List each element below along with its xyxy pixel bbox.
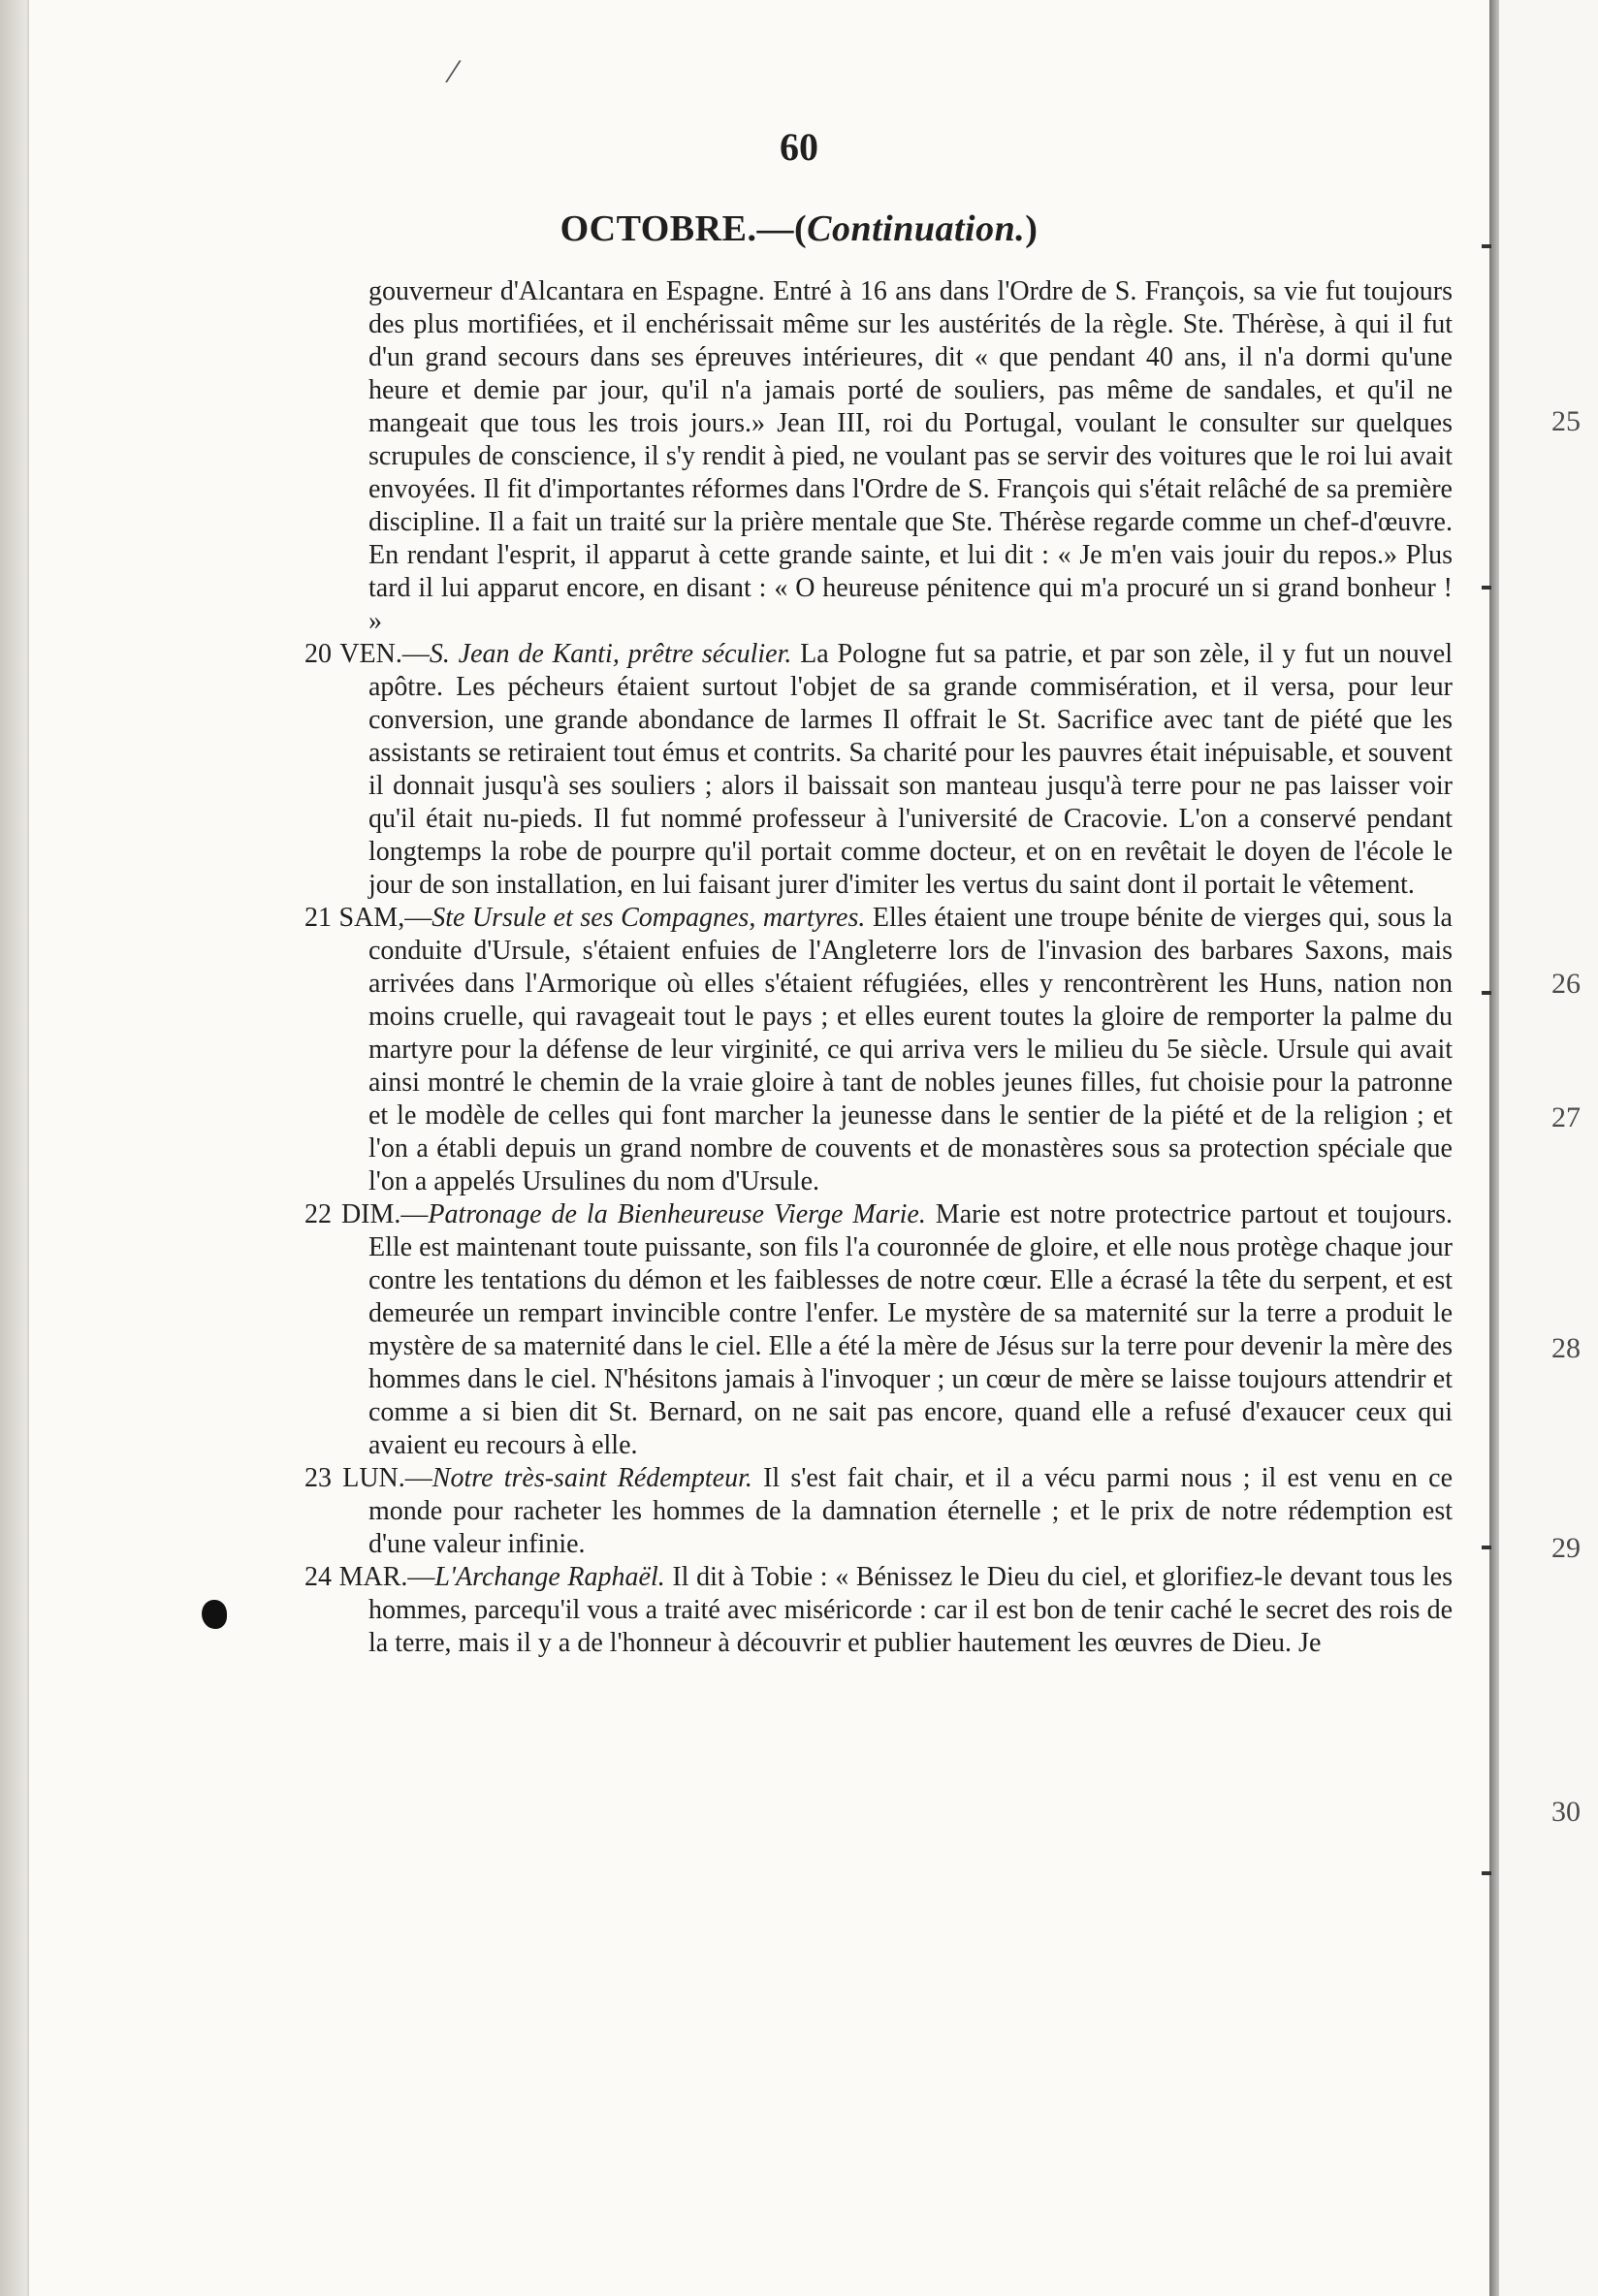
entry-day: 23 LUN.—	[304, 1463, 432, 1493]
calendar-entry	[304, 1198, 1453, 1462]
entry-text: La Pologne fut sa patrie, et par son zèle, il y fut un nouvel apôtre. Les pécheurs étaient surtout l'objet de sa grande commisération, et il versa, pour leur conversion, une grande abondance de larmes Il offrait le St. Sacrifice avec tant de piété que les assistants se retiraient tout émus et contrits. Sa charité pour les pauvres était inépuisable, et souvent il donnait jusqu'à ses souliers ; alors il baissait son manteau jusqu'à terre pour ne pas laisser voir qu'il était nu-pieds. Il fut nommé professeur à l'université de Cracovie. L'on a conservé pendant longtemps la robe de pourpre qu'il portait comme docteur, et on en revêtait le doyen de l'école le jour de son installation, en lui faisant jurer d'imiter les vertus du saint dont il portait le vêtement.	[368, 639, 1453, 900]
heading-month: OCTOBRE.—(	[559, 208, 808, 249]
next-page-number: 28	[1551, 1332, 1581, 1364]
margin-tick	[1482, 1871, 1491, 1875]
entry-text: Elles étaient une troupe bénite de vierges qui, sous la conduite d'Ursule, s'étaient enfuies de l'Angleterre lors de l'invasion des barbares Saxons, mais arrivées dans l'Armorique où elles s'étaient réfugiées, elles y rencontrèrent les Huns, nation non moins cruelle, qui ravageait tout le pays ; et elles eurent toutes la gloire de remporter la palme du martyre pour la défense de leur virginité, ce qui arriva vers le milieu du 5e siècle. Ursule qui avait ainsi montré le chemin de la vraie gloire à tant de nobles jeunes filles, fut choisie pour la patronne et le modèle de celles qui font marcher la jeunesse dans le sentier de la piété et de la religion ; et l'on a établi depuis un grand nombre de couvents et de monastères sous sa protection spéciale que l'on a appelés Ursulines du nom d'Ursule.	[368, 903, 1453, 1196]
entry-day: 20 VEN.—	[304, 639, 430, 669]
entry-saint: L'Archange Raphaël.	[434, 1562, 665, 1592]
next-page-number: 27	[1551, 1101, 1581, 1133]
intro-paragraph: gouverneur d'Alcantara en Espagne. Entré à 16 ans dans l'Ordre de S. François, sa vie fut toujours des plus mortifiées, et il enchérissait même sur les austérités de la règle. Ste. Thérèse, à qui il fut d'un grand secours dans ses épreuves intérieures, dit « que pendant 40 ans, il n'a dormi qu'une heure et demie par jour, qu'il n'a jamais porté de souliers, pas même de sandales, et qu'il ne mangeait que tous les trois jours.» Jean III, roi du Portugal, voulant le consulter sur quelques scrupules de conscience, il s'y rendit à pied, ne voulant pas se servir des voitures que le roi lui avait envoyées. Il fit d'importantes réformes dans l'Ordre de S. François qui s'était relâché de sa première discipline. Il a fait un traité sur la prière mentale que Ste. Thérèse regarde comme un chef-d'œuvre. En rendant l'esprit, il apparut à cette grande sainte, et lui dit : « Je m'en vais jouir du repos.» Plus tard il lui apparut encore, en disant : « O heureuse pénitence qui m'a procuré un si grand bonheur ! »	[368, 276, 1453, 636]
calendar-entry	[304, 902, 1453, 1198]
calendar-entry	[304, 638, 1453, 902]
next-page-number: 26	[1551, 968, 1581, 1000]
entry-saint: Notre très-saint Rédempteur.	[431, 1463, 752, 1493]
ink-blot	[202, 1600, 227, 1629]
entry-day: 21 SAM,—	[304, 903, 432, 933]
next-page-edge	[1499, 0, 1598, 2296]
page-number: 60	[780, 125, 818, 169]
entry-text: Marie est notre protectrice partout et toujours. Elle est maintenant toute puissante, son fils l'a couronnée de gloire, et elle nous protège chaque jour contre les tentations du démon et les faiblesses de notre cœur. Elle a écrasé la tête du serpent, et est demeurée un rempart invincible contre l'enfer. Le mystère de sa maternité sur la terre a produit le mystère de sa maternité dans le ciel. Elle a été la mère de Jésus sur la terre pour devenir la mère des hommes dans le ciel. N'hésitons jamais à l'invoquer ; un cœur de mère se laisse toujours attendrir et comme a si bien dit St. Bernard, on ne sait pas encore, quand elle a refusé d'exaucer ceux qui avaient eu recours à elle.	[368, 1199, 1453, 1460]
left-page-edge	[0, 0, 27, 2296]
next-page-number: 30	[1551, 1796, 1581, 1828]
pencil-mark: /	[443, 50, 463, 93]
binding-shadow	[1489, 0, 1499, 2296]
entry-saint: Ste Ursule et ses Compagnes, martyres.	[431, 903, 866, 933]
entry-saint: S. Jean de Kanti, prêtre séculier.	[429, 639, 792, 669]
margin-tick	[1482, 991, 1491, 995]
margin-tick	[1482, 1546, 1491, 1549]
entry-text: Il s'est fait chair, et il a vécu parmi nous ; il est venu en ce monde pour racheter les hommes de la damnation éternelle ; et le prix de notre rédemption est d'une valeur infinie.	[368, 1463, 1453, 1559]
calendar-entry	[304, 1561, 1453, 1660]
margin-tick	[1482, 586, 1491, 590]
next-page-number: 25	[1551, 405, 1581, 437]
entry-day: 24 MAR.—	[304, 1562, 435, 1592]
entry-saint: Patronage de la Bienheureuse Vierge Marie.	[428, 1199, 926, 1229]
next-page-number: 29	[1551, 1532, 1581, 1564]
heading-close: )	[1025, 208, 1039, 249]
entry-day: 22 DIM.—	[304, 1199, 429, 1229]
heading-continuation: Continuation.	[807, 208, 1026, 249]
entry-text: Il dit à Tobie : « Bénissez le Dieu du ciel, et glorifiez-le devant tous les hommes, parcequ'il vous a traité avec miséricorde : car il est bon de tenir caché le secret des rois de la terre, mais il y a de l'honneur à découvrir et publier hautement les œuvres de Dieu. Je	[368, 1562, 1453, 1658]
month-heading	[0, 207, 1598, 250]
calendar-entry	[304, 1462, 1453, 1561]
body-text	[304, 275, 1453, 1660]
